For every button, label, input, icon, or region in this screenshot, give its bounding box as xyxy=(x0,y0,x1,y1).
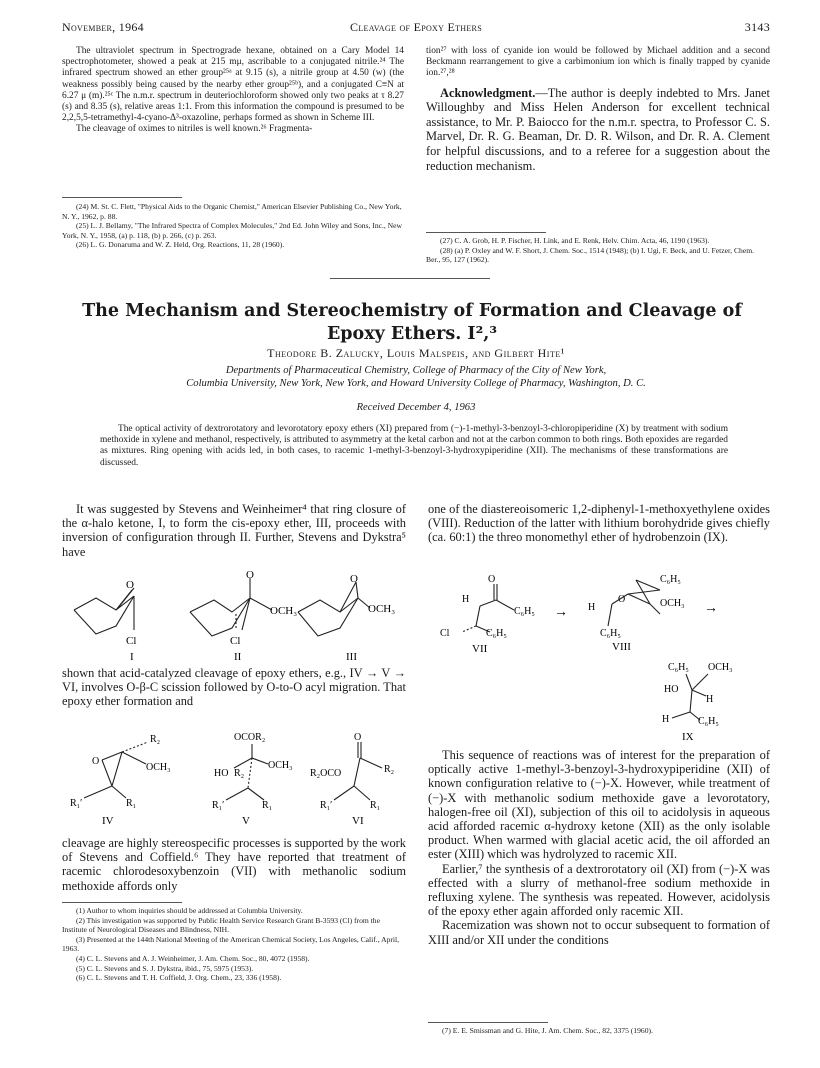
atom-h: H xyxy=(588,602,596,613)
atom-r2: R₂ xyxy=(234,768,245,779)
body-left-para3 xyxy=(62,836,406,893)
paragraph: cleavage are highly stereospecific processes is supported by the work of Stevens and Coffield.⁶ They have reported that treatment of racemic chlorodesoxybenzoin (VII) with methanolic sodium methoxide affords only xyxy=(62,836,406,893)
compound-label-iv: IV xyxy=(102,815,114,827)
affiliation-line: Columbia University, New York, New York, and Howard University College of Pharmacy, Washington, D. C. xyxy=(186,378,646,389)
footnote: (27) C. A. Grob, H. P. Fischer, H. Link, and E. Renk, Helv. Chim. Acta, 46, 1190 (1963). xyxy=(440,236,710,245)
footnote: (3) Presented at the 144th National Meeting of the American Chemical Society, Los Angeles, Calif., April, 1963. xyxy=(62,934,400,954)
footnote-rule xyxy=(426,232,546,233)
footnote: (6) C. L. Stevens and T. H. Coffield, J. Org. Chem., 23, 336 (1958). xyxy=(76,973,282,983)
atom-och3: OCH₃ xyxy=(146,762,171,773)
prev-article-right-column xyxy=(426,46,770,173)
footnote: (24) M. St. C. Flett, "Physical Aids to the Organic Chemist," American Elsevier Publishing Co., New York, N. Y., 1962, p. 88. xyxy=(62,202,402,221)
header-date: November, 1964 xyxy=(62,20,144,34)
paragraph: The cleavage of oximes to nitriles is well known.²⁶ Fragmenta- xyxy=(76,124,313,135)
compound-label-vii: VII xyxy=(472,643,488,655)
running-header xyxy=(62,20,770,38)
atom-r1: R₁ xyxy=(126,798,137,809)
acknowledgment xyxy=(426,86,770,174)
atom-ho: HO xyxy=(214,768,229,779)
prev-article-left-column xyxy=(62,46,404,136)
atom-och3: OCH₃ xyxy=(660,598,685,609)
received-date: Received December 4, 1963 xyxy=(356,402,476,413)
footnote: (5) C. L. Stevens and S. J. Dykstra, ibid., 75, 5975 (1953). xyxy=(76,963,254,973)
reaction-arrow: → xyxy=(554,605,568,620)
atom-h: H xyxy=(706,694,714,705)
footnotes-top-right xyxy=(426,236,770,265)
atom-ocor2: OCOR₂ xyxy=(234,732,266,743)
footnote: (25) L. J. Bellamy, "The Infrared Spectra of Complex Molecules," 2nd Ed. John Wiley and Sons, Inc., New York, N. Y., 1958, (a) p. 118, (b) p. 266, (c) p. 263. xyxy=(62,221,403,240)
footnote: (28) (a) P. Oxley and W. F. Short, J. Chem. Soc., 1514 (1948); (b) I. Ugi, F. Beck, and U. Fetzer, Chem. Ber., 95, 127 (1962). xyxy=(426,245,755,265)
atom-o: O xyxy=(354,732,362,743)
atom-c6h5: C₆H₅ xyxy=(486,628,507,639)
compound-label-ix: IX xyxy=(682,731,694,743)
affiliation xyxy=(62,364,770,390)
paragraph: one of the diastereoisomeric 1,2-diphenyl-1-methoxyethylene oxides (VIII). Reduction of the latter with lithium borohydride gives chiefly (ca. 60:1) the threo monomethyl ether of hydrobenzoin (IX). xyxy=(428,502,770,545)
footnotes-top-left xyxy=(62,202,404,250)
title-line: Epoxy Ethers. I²,³ xyxy=(326,324,498,344)
footnotes-body-left xyxy=(62,906,406,983)
atom-r2: R₂ xyxy=(150,734,161,745)
title-line: The Mechanism and Stereochemistry of Formation and Cleavage of xyxy=(82,301,742,321)
paragraph: The ultraviolet spectrum in Spectrograde hexane, obtained on a Cary Model 14 spectrophotometer, showed a peak at 215 mμ, ascribable to a conjugated nitrile.²⁴ The infrared spectrum showed an ether group²⁵ᵃ at 9.15 (s), a nitrile group at 4.50 (w) (the weakness possibly being caused by the nearby ether group²⁵ᵇ), and a conjugated C≡N at 6.27 μ (m).²⁵ᶜ The n.m.r. spectrum in deuteriochloroform showed only two peaks at τ 8.27 (s) and 8.35 (s), relative areas 1:1. From this information the compound is presumed to be 2,2,5,5-tetramethyl-4-cyano-Δ³-oxazoline, perhaps formed as shown in Scheme III. xyxy=(62,46,404,124)
atom-och3: OCH₃ xyxy=(268,760,293,771)
atom-och3: OCH₃ xyxy=(368,603,396,615)
atom-r1p: R₁′ xyxy=(320,800,333,811)
authors: Theodore B. Zalucky, Louis Malspeis, and Gilbert Hite¹ xyxy=(267,346,565,360)
atom-r2oco: R₂OCO xyxy=(310,768,342,779)
article-title xyxy=(80,300,744,346)
atom-o: O xyxy=(126,579,134,591)
compound-label-v: V xyxy=(242,815,250,827)
paragraph: shown that acid-catalyzed cleavage of epoxy ethers, e.g., IV → V → VI, involves O-β-C scission followed by O-to-O acyl migration. That epoxy ether formation and xyxy=(62,666,406,709)
footnote-rule xyxy=(428,1022,548,1023)
atom-c6h5: C₆H₅ xyxy=(698,716,719,727)
structures-vii-viii-ix xyxy=(428,566,770,746)
footnote-rule xyxy=(62,902,182,903)
acknowledgment-heading: Acknowledgment. xyxy=(440,85,536,100)
atom-ho: HO xyxy=(664,684,679,695)
paragraph: tion²⁷ with loss of cyanide ion would be followed by Michael addition and a second Beckmann rearrangement to give a carbimonium ion which is finally trapped by cyanide ion.²⁷,²⁸ xyxy=(426,46,770,79)
atom-r2: R₂ xyxy=(384,764,395,775)
acknowledgment-text: —The author is deeply indebted to Mrs. Janet Willoughby and Miss Helen Anderson for excellent technical assistance, to Mr. P. Baiocco for the n.m.r. spectra, to Professor C. S. Marvel, Dr. R. G. Beaman, Dr. D. R. Wilson, and Dr. R. A. Clement for helpful discussions, and to a referee for a suggestion about the reduction mechanism. xyxy=(426,85,770,173)
compound-label-i: I xyxy=(130,651,134,663)
structures-i-ii-iii xyxy=(62,568,406,664)
footnote: (4) C. L. Stevens and A. J. Weinheimer, J. Am. Chem. Soc., 80, 4072 (1958). xyxy=(76,953,310,963)
atom-c6h5: C₆H₅ xyxy=(600,628,621,639)
atom-h: H xyxy=(662,714,670,725)
atom-cl: Cl xyxy=(440,628,450,639)
atom-o: O xyxy=(488,574,496,585)
atom-och3: OCH₃ xyxy=(708,662,733,673)
compound-label-vi: VI xyxy=(352,815,364,827)
paragraph: Racemization was shown not to occur subsequent to formation of XIII and/or XII under the conditions xyxy=(428,918,770,947)
body-left-para1 xyxy=(62,502,406,559)
article-separator xyxy=(330,278,490,279)
footnote-rule xyxy=(62,197,182,198)
body-right-para1 xyxy=(428,502,770,545)
paragraph: This sequence of reactions was of interest for the preparation of optically active 1-methyl-3-benzoyl-3-hydroxypiperidine (XII) of known configuration relative to (−)-X. However, while treatment of (−)-X with methanolic sodium methoxide gave a levorotatory, halogen-free oil (XI), subjection of this oil to acidolysis in aqueous acid afforded racemic α-hydroxy ketone (XII) as the only isolable product. When warmed with glacial acetic acid, the oil afforded an ester (XIII) which was hydrolyzed to racemic XII. xyxy=(428,748,770,862)
atom-o: O xyxy=(350,573,358,585)
atom-o: O xyxy=(618,594,626,605)
atom-och3: OCH₃ xyxy=(270,605,298,617)
compound-label-ii: II xyxy=(234,651,242,663)
paragraph: Earlier,⁷ the synthesis of a dextrorotatory oil (XI) from (−)-X was effected with a slurry of methanol-free sodium methoxide in refluxing xylene. The synthesis was repeated. However, acidolysis of the epoxy ether again afforded only racemic XII. xyxy=(428,861,770,919)
atom-r1: R₁ xyxy=(370,800,381,811)
abstract: The optical activity of dextrorotatory and levorotatory epoxy ethers (XI) prepared from (−)-1-methyl-3-benzoyl-3-chloropiperidine (X) by treatment with sodium methoxide in xylene and methanol, respectively, is attributed to asymmetry at the ketal carbon and not at the carbon common to both rings. Both epoxides are regarded as mixtures. Ring opening with acids led, in both cases, to racemic 1-methyl-3-benzoyl-3-hydroxypiperidine (XII). The mechanisms of these transformations are discussed. xyxy=(100,424,728,468)
footnote: (2) This investigation was supported by Public Health Service Research Grant B-3593 (Cl) from the Institute of Neurological Diseases and Blindness, NIH. xyxy=(62,915,380,935)
atom-r1p: R₁′ xyxy=(212,800,225,811)
footnote: (7) E. E. Smissman and G. Hite, J. Am. Chem. Soc., 82, 3375 (1960). xyxy=(442,1026,653,1035)
atom-r1p: R₁′ xyxy=(70,798,83,809)
compound-label-viii: VIII xyxy=(612,641,631,653)
reaction-arrow: → xyxy=(704,601,718,616)
structures-iv-v-vi xyxy=(62,728,406,828)
body-right-text xyxy=(428,748,770,947)
compound-label-iii: III xyxy=(346,651,357,663)
body-left-para2 xyxy=(62,666,406,709)
footnote: (1) Author to whom inquiries should be addressed at Columbia University. xyxy=(76,906,303,915)
header-running-title: Cleavage of Epoxy Ethers xyxy=(350,20,482,34)
atom-cl: Cl xyxy=(126,635,137,647)
affiliation-line: Departments of Pharmaceutical Chemistry, College of Pharmacy of the City of New York, xyxy=(225,365,607,376)
atom-c6h5: C₆H₅ xyxy=(514,606,535,617)
atom-o: O xyxy=(92,756,100,767)
atom-h: H xyxy=(462,594,470,605)
atom-r1: R₁ xyxy=(262,800,273,811)
footnote: (26) L. G. Donaruma and W. Z. Held, Org. Reactions, 11, 28 (1960). xyxy=(76,240,285,250)
header-page-number: 3143 xyxy=(744,20,770,34)
atom-cl: Cl xyxy=(230,635,241,647)
atom-o: O xyxy=(246,569,254,581)
atom-c6h5: C₆H₅ xyxy=(660,574,681,585)
paragraph: It was suggested by Stevens and Weinheimer⁴ that ring closure of the α-halo ketone, I, to form the cis-epoxy ether, III, proceeds with inversion of configuration through II. Further, Stevens and Dykstra⁵ have xyxy=(62,502,406,559)
footnotes-body-right xyxy=(428,1026,770,1036)
atom-c6h5: C₆H₅ xyxy=(668,662,689,673)
